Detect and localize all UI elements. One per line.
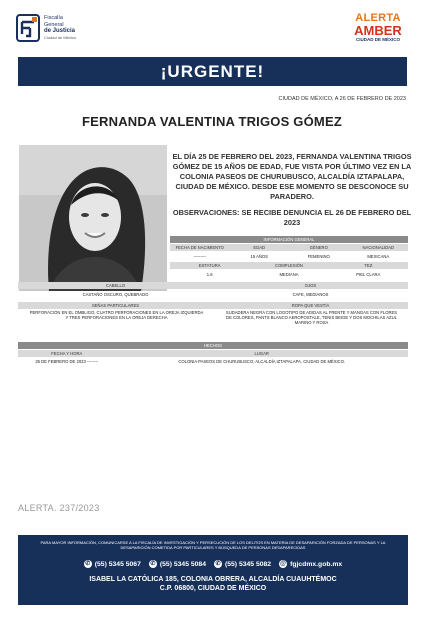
value-gender: FEMENINO (307, 254, 330, 259)
label-distinguishing-marks: SEÑAS PARTICULARES (91, 303, 140, 308)
label-place: LUGAR (254, 351, 269, 356)
general-info-values-row1 (170, 253, 408, 260)
address-line: ISABEL LA CATÓLICA 185, COLONIA OBRERA, ALCALDÍA CUAUHTÉMOC (89, 576, 337, 583)
general-info-labels-row3 (18, 282, 408, 289)
label-hair: CABELLO (105, 283, 126, 288)
phone-icon: ✆ (215, 561, 221, 567)
logo-line: Ciudad de México (44, 34, 77, 40)
issue-date: CIUDAD DE MÉXICO, A 26 DE FEBRERO DE 2023 (278, 96, 406, 102)
general-info-labels-row2 (170, 262, 408, 269)
logo-line: Fiscalía (44, 15, 63, 21)
phone-number: (55) 5345 5067 (94, 560, 141, 568)
address (18, 575, 408, 593)
web-contact[interactable] (279, 560, 342, 568)
fgj-emblem-icon (16, 14, 40, 42)
general-info-header (170, 236, 408, 243)
value-age: 15 AÑOS (250, 254, 268, 259)
value-distinguishing-marks: PERFORACIÓN EN EL OMBLIGO, CUATRO PERFORACIONES EN LA OREJA IZQUIERDA Y TRES PERFORACIONES EN LA OREJA DERECHA (29, 310, 204, 321)
facts-header (18, 342, 408, 349)
web-icon: @ (280, 561, 287, 567)
facts-values (18, 358, 408, 365)
urgent-banner: ¡URGENTE! (18, 57, 407, 86)
phone-contact[interactable] (214, 560, 271, 568)
label-nationality: NACIONALIDAD (362, 245, 394, 250)
header (0, 0, 424, 56)
label-eyes: OJOS (304, 283, 317, 288)
value-height: 1.6 (206, 272, 213, 277)
label-complexion: TEZ (364, 263, 373, 268)
phone-icon: ✆ (85, 561, 91, 567)
logo-line: General (44, 21, 64, 28)
phone-number: (55) 5345 5084 (159, 560, 206, 568)
general-info-values-row2 (170, 271, 408, 278)
address-line: C.P. 06800, CIUDAD DE MÉXICO (159, 585, 267, 592)
phone-icon: ✆ (150, 561, 156, 567)
alert-number: ALERTA. 237/2023 (18, 503, 100, 513)
features-header (18, 302, 408, 309)
label-birthdate: FECHA DE NACIMIENTO (175, 245, 224, 250)
facts-title: HECHOS (204, 343, 222, 348)
general-info-labels-row1 (170, 244, 408, 251)
value-hair: CASTAÑO OSCURO, QUEBRADO (82, 292, 149, 297)
fgj-logo-text (44, 15, 76, 41)
website: fgjcdmx.gob.mx (290, 560, 343, 568)
observations: OBSERVACIONES: SE RECIBE DENUNCIA EL 26 DE FEBRERO DEL 2023 (172, 208, 412, 227)
value-birthdate: --------- (193, 254, 207, 259)
value-nationality: MEXICANA (367, 254, 390, 259)
missing-person-name: FERNANDA VALENTINA TRIGOS GÓMEZ (82, 114, 342, 129)
value-eyes: CAFE, MEDIANOS (292, 292, 329, 297)
label-gender: GÉNERO (309, 245, 328, 250)
fgj-logo (16, 14, 76, 42)
contact-info-text: PARA MAYOR INFORMACIÓN, COMUNICARSE A LA FISCALÍA DE INVESTIGACIÓN Y PERSECUCIÓN DE LOS DELITOS EN MATERIA DE DESAPARICIÓN FORZADA DE PERSONAS Y LA DESAPARICIÓN COMETIDA POR PARTICULARES Y BÚSQUEDA DE PERSONAS DESAPARECIDAS (40, 540, 386, 550)
amber-line: CIUDAD DE MÉXICO (355, 37, 400, 42)
value-clothing: SUDADERA NEGRA CON LOGOTIPO DE ADIDAS AL FRENTE Y MANGAS CON FLORES DE COLORES, PANTS BLANCO AEROPOSTALE, TENIS BEIGE Y DOS MOCHILAS AZUL MARINO Y ROSA (225, 310, 398, 326)
value-place: COLONIA PASEOS DE CHURUBUSCO, ALCALDÍA IZTAPALAPA, CIUDAD DE MÉXICO. (178, 359, 346, 364)
value-date-time: 25 DE FEBRERO DE 2023 -------- (35, 359, 99, 364)
facts-labels (18, 350, 408, 357)
phone-contact[interactable] (84, 560, 141, 568)
label-clothing: ROPA QUE VESTÍA (291, 303, 330, 308)
features-values (18, 310, 408, 326)
logo-line: de Justicia (44, 28, 76, 34)
value-build: MEDIANA (279, 272, 299, 277)
value-complexion: PIEL CLARA (356, 272, 381, 277)
alerta-amber-logo (348, 12, 408, 52)
label-age: EDAD (253, 245, 266, 250)
contact-list (18, 560, 408, 568)
portrait-photo-icon (19, 145, 167, 291)
label-date-time: FECHA Y HORA (51, 351, 83, 356)
label-height: ESTATURA (198, 263, 221, 268)
missing-person-photo (19, 145, 167, 291)
general-info-values-row3 (18, 291, 408, 298)
amber-line: AMBER (354, 23, 402, 38)
amber-line: ALERTA (355, 12, 401, 24)
footer (18, 535, 408, 605)
case-description: EL DÍA 25 DE FEBRERO DEL 2023, FERNANDA VALENTINA TRIGOS GÓMEZ DE 15 AÑOS DE EDAD, FUE VISTA POR ÚLTIMO VEZ EN LA COLONIA PASEOS DE CHURUBUSCO, ALCALDÍA IZTAPALAPA, CIUDAD DE MÉXICO. DESDE ESE MOMENTO SE DESCONOCE SU PARADERO. (172, 152, 412, 201)
phone-contact[interactable] (149, 560, 206, 568)
general-info-title: INFORMACIÓN GENERAL (263, 237, 315, 242)
phone-number: (55) 5345 5082 (224, 560, 272, 568)
label-build: COMPLEXIÓN (275, 263, 303, 268)
